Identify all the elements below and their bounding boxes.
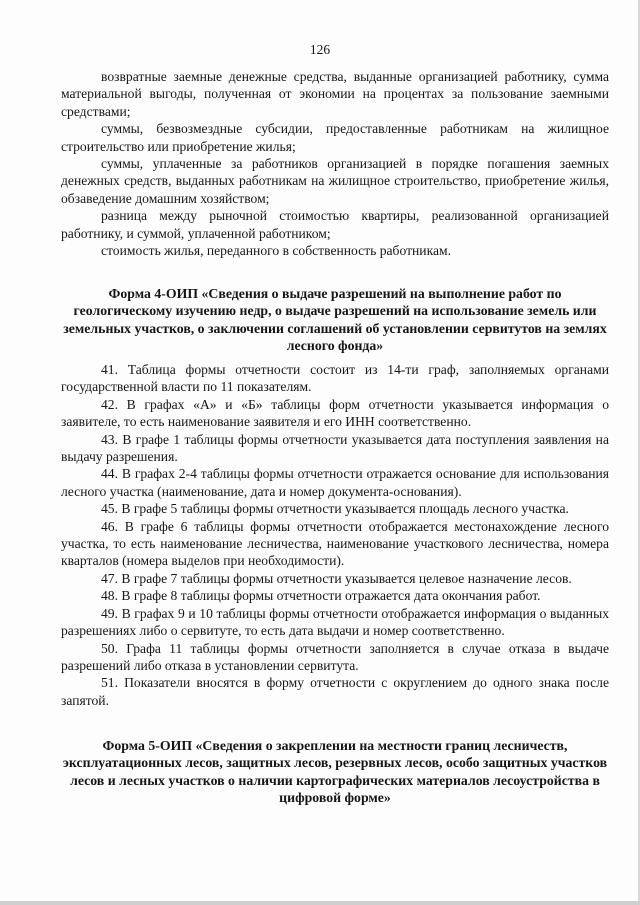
paragraph-46: 46. В графе 6 таблицы формы отчетности отображается местонахождение лесного участка, то есть наименование лесничества, наименование участкового лесничества, номера кварталов (номера выделов при необходимости). [61,518,609,569]
scan-edge-bottom [0,901,640,905]
paragraph: стоимость жилья, переданного в собственность работникам. [101,243,452,259]
paragraph-41: 41. Таблица формы отчетности состоит из 14-ти граф, заполняемых органами государственной власти по 11 показателям. [61,362,609,395]
form4-section [61,361,609,709]
paragraph: суммы, безвозмездные субсидии, предоставленные работникам на жилищное строительство или приобретение жилья; [61,121,609,154]
paragraph-42: 42. В графах «А» и «Б» таблицы форм отчетности указывается информация о заявителе, то есть наименование заявителя и его ИНН соответственно. [61,396,609,430]
paragraph-45: 45. В графе 5 таблицы формы отчетности указывается площадь лесного участка. [101,501,569,517]
intro-section [61,68,609,259]
paragraph-51: 51. Показатели вносятся в форму отчетности с округлением до одного знака после запятой. [61,675,609,708]
paragraph: суммы, уплаченные за работников организацией в порядке погашения заемных денежных средств, выданных работникам на жилищное строительство, приобретение жилья, обзаведение домашним хозяйством; [61,156,609,206]
paragraph-50: 50. Графа 11 таблицы формы отчетности заполняется в случае отказа в выдаче разрешений либо отказа в установлении сервитута. [61,640,609,673]
page-number: 126 [309,42,331,57]
paragraph: разница между рыночной стоимостью квартиры, реализованной организацией работнику, и суммой, уплаченной работником; [61,208,609,241]
paragraph-44: 44. В графах 2-4 таблицы формы отчетности отражается основание для использования лесного участка (наименование, дата и номер документа-основания). [61,466,609,499]
paragraph-47: 47. В графе 7 таблицы формы отчетности указывается целевое назначение лесов. [101,570,572,586]
paragraph-48: 48. В графе 8 таблицы формы отчетности отражается дата окончания работ. [101,588,541,604]
form4-heading-block [61,285,609,355]
form5-heading-block [61,737,609,807]
paragraph-43: 43. В графе 1 таблицы формы отчетности указывается дата поступления заявления на выдачу разрешения. [61,431,609,465]
form4-heading: Форма 4-ОИП «Сведения о выдаче разрешений на выполнение работ по геологическому изучению недр, о выдаче разрешений на использование земель или земельных участков, о заключении соглашений об установлении сервитутов на землях лесного фонда» [63,286,607,354]
paragraph-49: 49. В графах 9 и 10 таблицы формы отчетности отображается информация о выданных разрешениях либо о сервитуте, то есть дата выдачи и номер соответственно. [61,605,609,639]
form5-heading: Форма 5-ОИП «Сведения о закреплении на местности границ лесничеств, эксплуатационных лесов, защитных лесов, резервных лесов, особо защитных участков лесов и лесных участков о наличии картографических материалов лесоустройства в цифровой форме» [62,738,608,806]
paragraph: возвратные заемные денежные средства, выданные организацией работнику, сумма материальной выгоды, полученная от экономии на процентах за пользование заемными средствами; [61,69,609,119]
